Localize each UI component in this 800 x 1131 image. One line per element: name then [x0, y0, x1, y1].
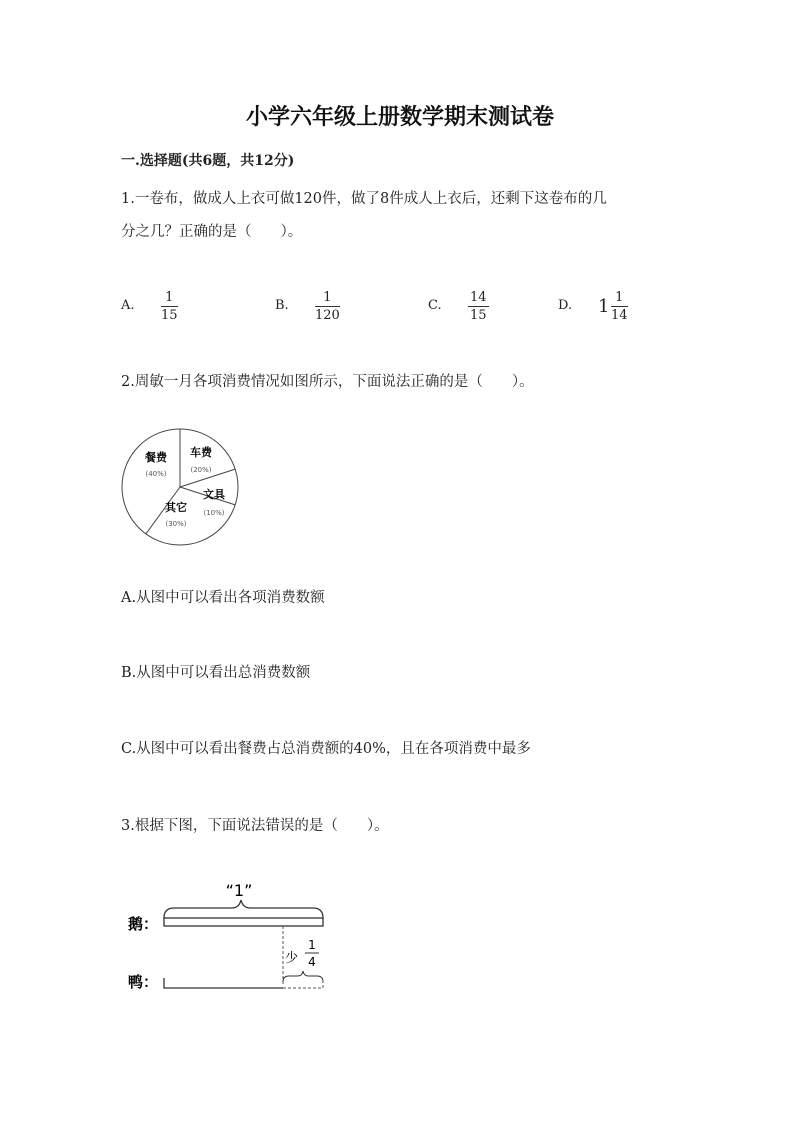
less-label: 少: [285, 951, 299, 966]
duck-label: 鸭：: [128, 973, 159, 991]
option-letter: B.: [275, 298, 289, 313]
goose-brace: [164, 900, 323, 918]
fraction: [611, 290, 628, 323]
less-fraction-numerator: 1: [308, 938, 316, 952]
numerator: 1: [615, 290, 624, 305]
fraction: [468, 290, 489, 323]
section-heading: 一.选择题(共6题，共12分): [121, 153, 295, 169]
question-1-line-1: 1.一卷布，做成人上衣可做120件，做了8件成人上衣后，还剩下这卷布的几: [121, 191, 607, 207]
goose-label: 鹅：: [128, 915, 159, 933]
fraction-bar: [468, 306, 489, 307]
q2-option-a[interactable]: A.从图中可以看出各项消费数额: [121, 590, 325, 606]
consumption-pie-chart: [118, 425, 243, 550]
slice-label-other: 其它: [165, 501, 187, 514]
less-fraction-denominator: 4: [308, 955, 316, 969]
q2-option-b[interactable]: B.从图中可以看出总消费数额: [121, 665, 311, 681]
question-1-line-2: 分之几？正确的是（ ）。: [121, 224, 303, 240]
duck-bar: [164, 978, 283, 988]
q2-option-c[interactable]: C.从图中可以看出餐费占总消费额的40%，且在各项消费中最多: [121, 741, 531, 757]
slice-pct-food: (40%): [145, 470, 167, 478]
fraction: [161, 290, 178, 323]
mixed-number-whole: 1: [598, 296, 610, 317]
fraction-bar: [161, 306, 178, 307]
slice-pct-other: (30%): [165, 520, 187, 528]
denominator: 14: [611, 308, 628, 323]
slice-label-food: 餐费: [145, 451, 167, 464]
question-3: 3.根据下图，下面说法错误的是（ ）。: [121, 818, 389, 834]
page-title: 小学六年级上册数学期末测试卷: [245, 104, 554, 130]
goose-duck-diagram: [120, 872, 340, 1002]
denominator: 15: [470, 308, 487, 323]
denominator: 15: [161, 308, 178, 323]
fraction: [315, 290, 340, 323]
numerator: 1: [165, 290, 174, 305]
goose-bar: [164, 918, 323, 926]
question-1: [121, 185, 691, 246]
numerator: 14: [470, 290, 487, 305]
numerator: 1: [323, 290, 332, 305]
option-letter: A.: [121, 298, 135, 313]
question-2: 2.周敏一月各项消费情况如图所示，下面说法正确的是（ ）。: [121, 374, 534, 390]
slice-pct-transport: (20%): [190, 466, 212, 474]
less-brace: [283, 971, 323, 982]
duck-missing-part: [283, 980, 323, 988]
option-letter: D.: [558, 298, 573, 313]
slice-pct-stationery: (10%): [203, 509, 225, 517]
option-letter: C.: [428, 298, 442, 313]
slice-label-transport: 车费: [190, 446, 212, 459]
whole-one-label: “1”: [225, 881, 253, 900]
fraction-bar: [315, 306, 340, 307]
fraction-bar: [611, 306, 628, 307]
denominator: 120: [315, 308, 340, 323]
slice-label-stationery: 文具: [203, 488, 225, 501]
